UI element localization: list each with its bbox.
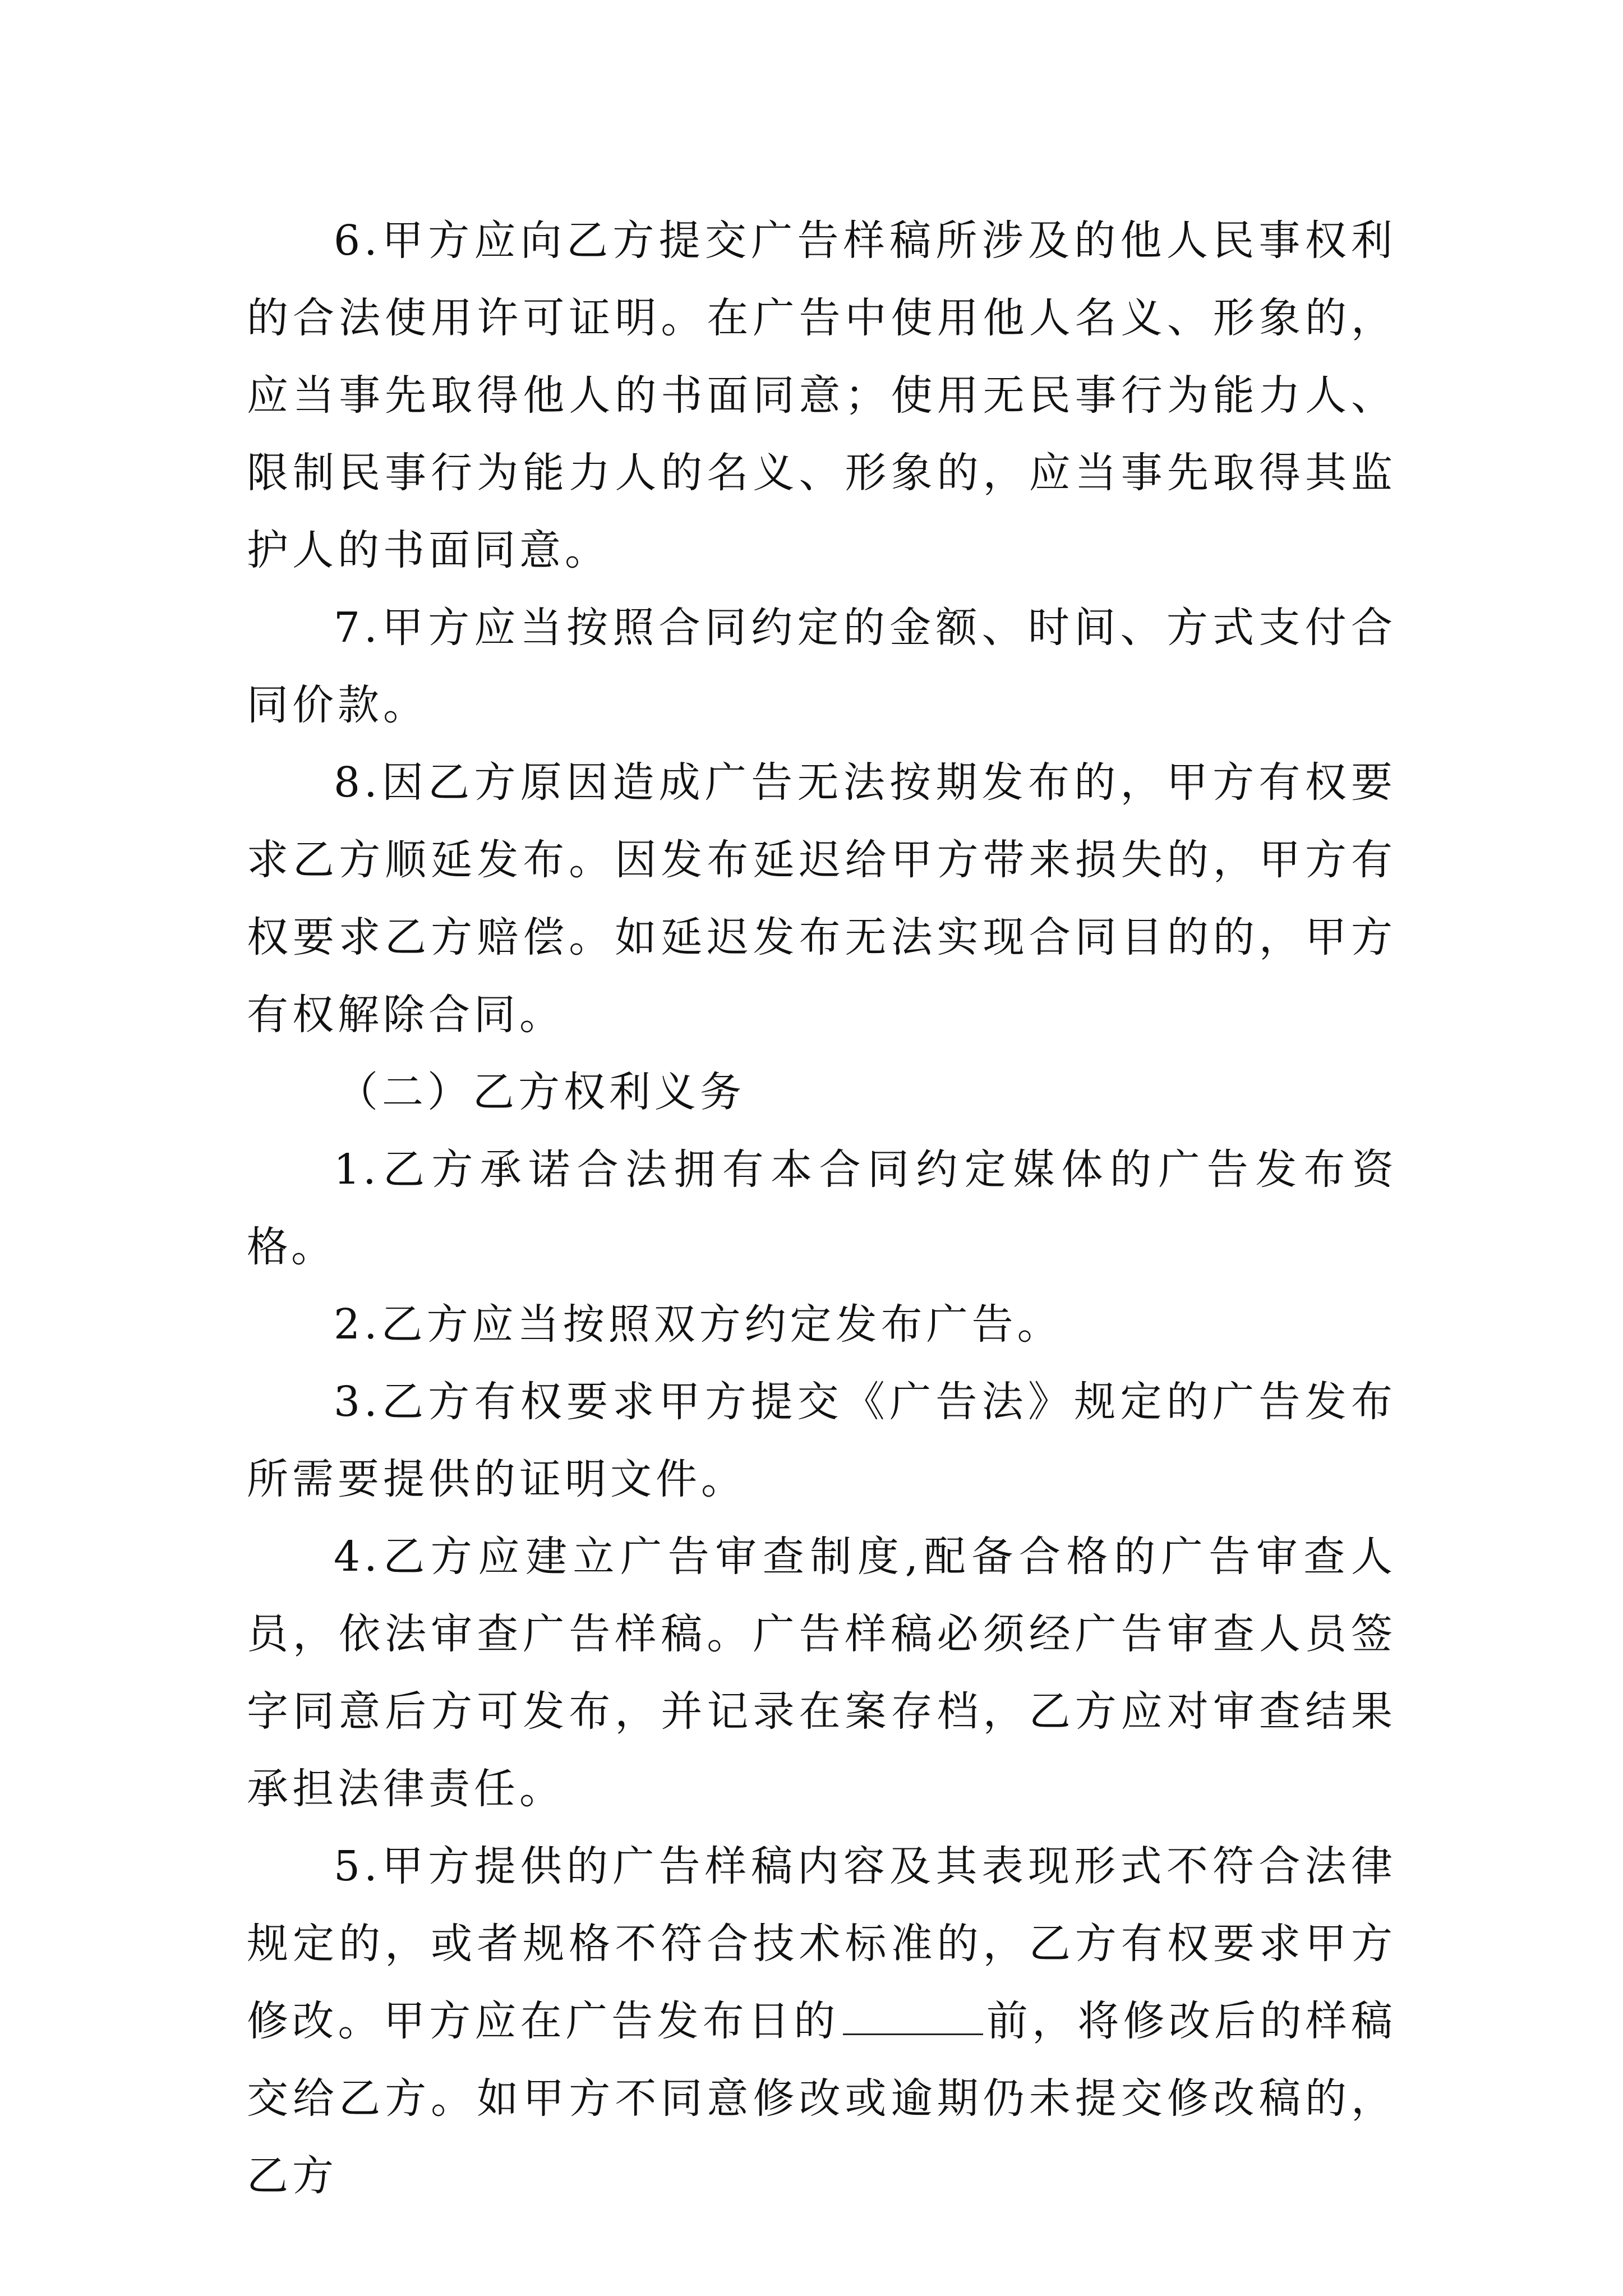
party-b-clause-2: 2.乙方应当按照双方约定发布广告。: [334, 1300, 1063, 1349]
clause-8: 8.因乙方原因造成广告无法按期发布的，甲方有权要求乙方顺延发布。因发布延迟给甲方带来损失的，甲方有权要求乙方赔偿。如延迟发布无法实现合同目的的，甲方有权解除合同。: [247, 758, 1396, 1039]
clause-5-text-before-blank: 5.甲方提供的广告样稿内容及其表现形式不符合法律规定的，或者规格不符合技术标准的，乙方有权要求甲方修改。甲方应在广告发布日的: [247, 1842, 1396, 2045]
party-b-clause-4: 4.乙方应建立广告审查制度,配备合格的广告审查人员，依法审查广告样稿。广告样稿必须经广告审查人员签字同意后方可发布，并记录在案存档，乙方应对审查结果承担法律责任。: [247, 1533, 1396, 1813]
clause-7: 7.甲方应当按照合同约定的金额、时间、方式支付合同价款。: [247, 604, 1396, 729]
section-heading-party-b: （二）乙方权利义务: [336, 1068, 745, 1116]
clause-6: 6.甲方应向乙方提交广告样稿所涉及的他人民事权利的合法使用许可证明。在广告中使用他人名义、形象的，应当事先取得他人的书面同意；使用无民事行为能力人、限制民事行为能力人的名义、形象的，应当事先取得其监护人的书面同意。: [247, 217, 1396, 574]
contract-body: [247, 202, 1396, 2215]
party-b-clause-5: [247, 1828, 1396, 2215]
clause-5-text-after-blank: 前，将修改后的样稿交给乙方。如甲方不同意修改或逾期仍未提交修改稿的，乙方: [247, 1997, 1397, 2200]
party-b-clause-1: 1.乙方承诺合法拥有本合同约定媒体的广告发布资格。: [247, 1145, 1396, 1271]
fill-in-blank: [843, 2000, 983, 2035]
party-b-clause-3: 3.乙方有权要求甲方提交《广告法》规定的广告发布所需要提供的证明文件。: [247, 1378, 1396, 1503]
